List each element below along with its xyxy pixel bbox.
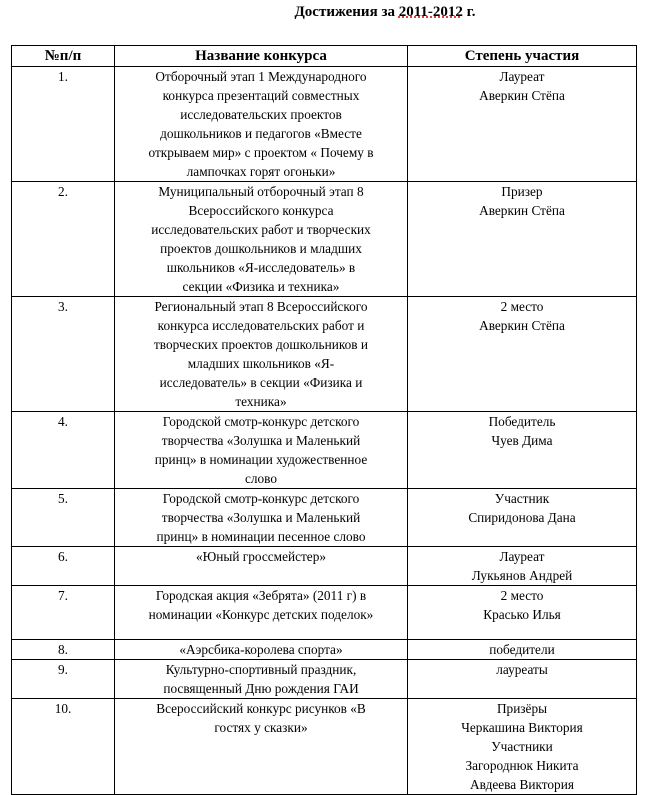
participation-degree-cell (408, 586, 637, 640)
participation-degree-line: Лауреат (499, 69, 545, 84)
header-contest-name: Название конкурса (115, 46, 408, 67)
row-number: 6. (12, 547, 115, 586)
participation-degree-line: Лауреат (499, 549, 545, 564)
contest-name-line: исследовательских проектов (180, 107, 342, 122)
contest-name-line: лампочках горят огоньки» (186, 164, 336, 179)
participation-degree-line: Лукьянов Андрей (471, 568, 573, 583)
contest-name-line: творчества «Золушка и Маленький (161, 433, 361, 448)
header-participation-degree: Степень участия (408, 46, 637, 67)
contest-name-line: творчества «Золушка и Маленький (161, 510, 361, 525)
participation-degree-line: Аверкин Стёпа (479, 88, 565, 103)
participation-degree-line: Красько Илья (483, 607, 561, 622)
row-number: 9. (12, 660, 115, 699)
participation-degree-cell (408, 412, 637, 489)
row-number: 2. (12, 182, 115, 297)
contest-name-line: младших школьников «Я- (187, 356, 335, 371)
contest-name-line: «Аэрсбика-королева спорта» (179, 642, 343, 657)
contest-name-line: Отборочный этап 1 Международного (155, 69, 367, 84)
table-row (12, 640, 637, 660)
contest-name-line: Всероссийского конкурса (188, 203, 334, 218)
contest-name-line: творческих проектов дошкольников и (154, 337, 368, 352)
participation-degree-line: Чуев Дима (491, 433, 553, 448)
contest-name-cell (115, 297, 408, 412)
contest-name-line: проектов дошкольников и младших (160, 241, 362, 256)
contest-name-cell (115, 586, 408, 640)
contest-name-line: открываем мир» с проектом « Почему в (148, 145, 374, 160)
participation-degree-line: Победитель (488, 414, 556, 429)
participation-degree-line: Участники (491, 739, 553, 754)
table-row (12, 297, 637, 412)
table-row (12, 412, 637, 489)
participation-degree-cell (408, 640, 637, 660)
contest-name-cell (115, 660, 408, 699)
contest-name-line: секции «Физика и техника» (182, 279, 340, 294)
row-number: 7. (12, 586, 115, 640)
contest-name-line: Муниципальный отборочный этап 8 (158, 184, 364, 199)
header-number: №п/п (12, 46, 115, 67)
contest-name-line: посвященный Дню рождения ГАИ (163, 681, 359, 696)
contest-name-cell (115, 182, 408, 297)
contest-name-cell (115, 547, 408, 586)
table-row (12, 547, 637, 586)
contest-name-line: гостях у сказки» (214, 720, 308, 735)
table-row (12, 699, 637, 795)
title-prefix: Достижения за (294, 4, 399, 20)
participation-degree-line: 2 место (500, 299, 544, 314)
participation-degree-line: Черкашина Виктория (461, 720, 583, 735)
contest-name-line: техника» (235, 394, 287, 409)
participation-degree-line: Авдеева Виктория (470, 777, 574, 792)
contest-name-line: номинации «Конкурс детских поделок» (148, 607, 374, 622)
contest-name-cell (115, 699, 408, 795)
participation-degree-line: 2 место (500, 588, 544, 603)
row-number: 5. (12, 489, 115, 547)
contest-name-line: слово (244, 471, 278, 486)
contest-name-line: дошкольников и педагогов «Вместе (160, 126, 362, 141)
participation-degree-cell (408, 67, 637, 182)
title-suffix: г. (462, 4, 476, 20)
participation-degree-cell (408, 547, 637, 586)
table-row (12, 67, 637, 182)
participation-degree-line: Участник (494, 491, 550, 506)
table-row (12, 182, 637, 297)
contest-name-line: исследователь» в секции «Физика и (159, 375, 363, 390)
table-row (12, 660, 637, 699)
contest-name-line: Всероссийский конкурс рисунков «В (156, 701, 366, 716)
participation-degree-line: Аверкин Стёпа (479, 203, 565, 218)
contest-name-cell (115, 67, 408, 182)
participation-degree-cell (408, 489, 637, 547)
table-row (12, 489, 637, 547)
row-number: 3. (12, 297, 115, 412)
contest-name-cell (115, 640, 408, 660)
row-number: 8. (12, 640, 115, 660)
participation-degree-line: Аверкин Стёпа (479, 318, 565, 333)
row-number: 4. (12, 412, 115, 489)
contest-name-cell (115, 489, 408, 547)
row-number: 1. (12, 67, 115, 182)
title-years: 2011-2012 (398, 4, 463, 20)
contest-name-cell (115, 412, 408, 489)
contest-name-line: школьников «Я-исследователь» в (166, 260, 356, 275)
participation-degree-cell (408, 660, 637, 699)
participation-degree-cell (408, 182, 637, 297)
participation-degree-line: победители (489, 642, 555, 657)
achievements-table (11, 45, 637, 795)
contest-name-line: Культурно-спортивный праздник, (165, 662, 357, 677)
table-header-row (12, 46, 637, 67)
contest-name-line: Городская акция «Зебрята» (2011 г) в (155, 588, 367, 603)
contest-name-line: конкурса исследовательских работ и (157, 318, 365, 333)
contest-name-line: Региональный этап 8 Всероссийского (154, 299, 368, 314)
table-row (12, 586, 637, 640)
contest-name-line: конкурса презентаций совместных (162, 88, 360, 103)
row-number: 10. (12, 699, 115, 795)
contest-name-line: принц» в номинации песенное слово (156, 529, 366, 544)
contest-name-line: Городской смотр-конкурс детского (162, 491, 360, 506)
participation-degree-line: Загороднюк Никита (465, 758, 579, 773)
contest-name-line: Городской смотр-конкурс детского (162, 414, 360, 429)
contest-name-line: исследовательских работ и творческих (151, 222, 371, 237)
page-title (0, 4, 652, 21)
contest-name-line: «Юный гроссмейстер» (195, 549, 327, 564)
contest-name-line: принц» в номинации художественное (154, 452, 368, 467)
participation-degree-cell (408, 699, 637, 795)
participation-degree-line: Призёры (496, 701, 548, 716)
participation-degree-line: лауреаты (496, 662, 548, 677)
participation-degree-cell (408, 297, 637, 412)
participation-degree-line: Спиридонова Дана (468, 510, 576, 525)
participation-degree-line: Призер (501, 184, 543, 199)
